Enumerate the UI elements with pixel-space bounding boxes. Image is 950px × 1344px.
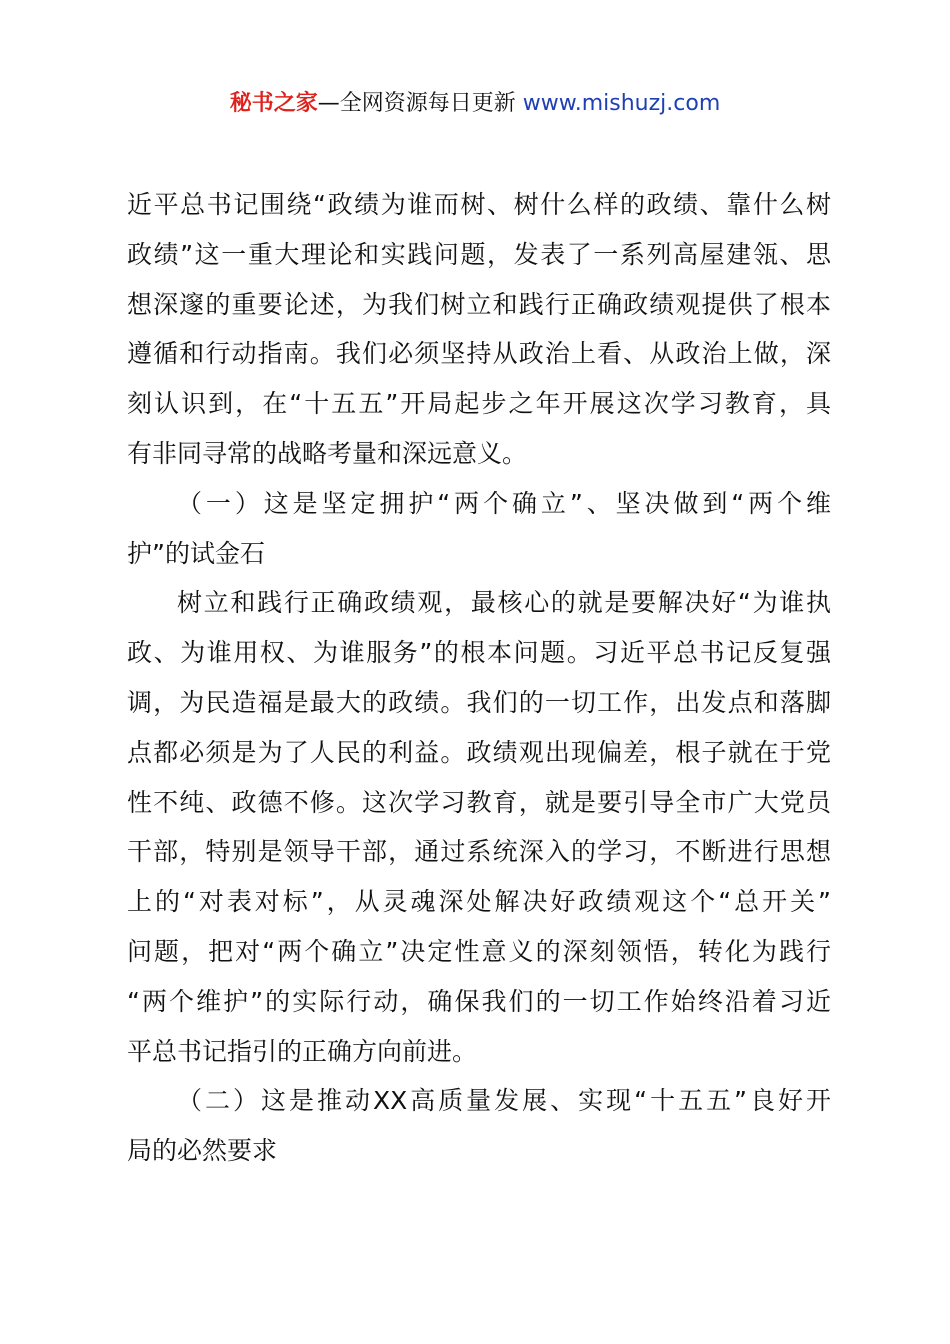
heading-line: （二）这是推动XX高质量发展、实现“十五五”良好开 (177, 1086, 831, 1116)
text-line: “两个维护”的实际行动，确保我们的一切工作始终沿着习近 (127, 986, 831, 1016)
site-url-link[interactable]: www.mishuzj.com (522, 91, 721, 116)
text-line: 平总书记指引的正确方向前进。 (127, 1036, 478, 1066)
text-line: 点都必须是为了人民的利益。政绩观出现偏差，根子就在于党 (127, 737, 831, 767)
text-line: 有非同寻常的战略考量和深远意义。 (127, 438, 528, 468)
header-slogan: —全网资源每日更新 (317, 91, 516, 116)
brand-name: 秘书之家 (229, 91, 318, 116)
text-line: 遵循和行动指南。我们必须坚持从政治上看、从政治上做，深 (127, 339, 831, 369)
text-line: 性不纯、政德不修。这次学习教育，就是要引导全市广大党员 (127, 787, 831, 817)
heading-line: 护”的试金石 (127, 538, 265, 568)
text-line: 树立和践行正确政绩观，最核心的就是要解决好“为谁执 (177, 588, 831, 618)
heading-line: （一）这是坚定拥护“两个确立”、坚决做到“两个维 (177, 488, 831, 518)
paragraph-body-1 (127, 578, 831, 1076)
section-heading-1 (127, 479, 831, 579)
text-line: 想深邃的重要论述，为我们树立和践行正确政绩观提供了根本 (127, 289, 831, 319)
paragraph-intro (127, 180, 831, 479)
text-line: 政绩”这一重大理论和实践问题，发表了一系列高屋建瓴、思 (127, 239, 831, 269)
text-line: 近平总书记围绕“政绩为谁而树、树什么样的政绩、靠什么树 (127, 190, 831, 219)
document-body (127, 180, 831, 1176)
heading-line: 局的必然要求 (127, 1136, 278, 1166)
text-line: 调，为民造福是最大的政绩。我们的一切工作，出发点和落脚 (127, 687, 831, 717)
text-line: 刻认识到，在“十五五”开局起步之年开展这次学习教育，具 (127, 389, 831, 419)
text-line: 干部，特别是领导干部，通过系统深入的学习，不断进行思想 (127, 837, 831, 867)
text-line: 问题，把对“两个确立”决定性意义的深刻领悟，转化为践行 (127, 936, 831, 966)
text-line: 上的“对表对标”，从灵魂深处解决好政绩观这个“总开关” (127, 887, 831, 917)
site-header (0, 88, 950, 120)
section-heading-2 (127, 1076, 831, 1176)
text-line: 政、为谁用权、为谁服务”的根本问题。习近平总书记反复强 (127, 638, 831, 668)
